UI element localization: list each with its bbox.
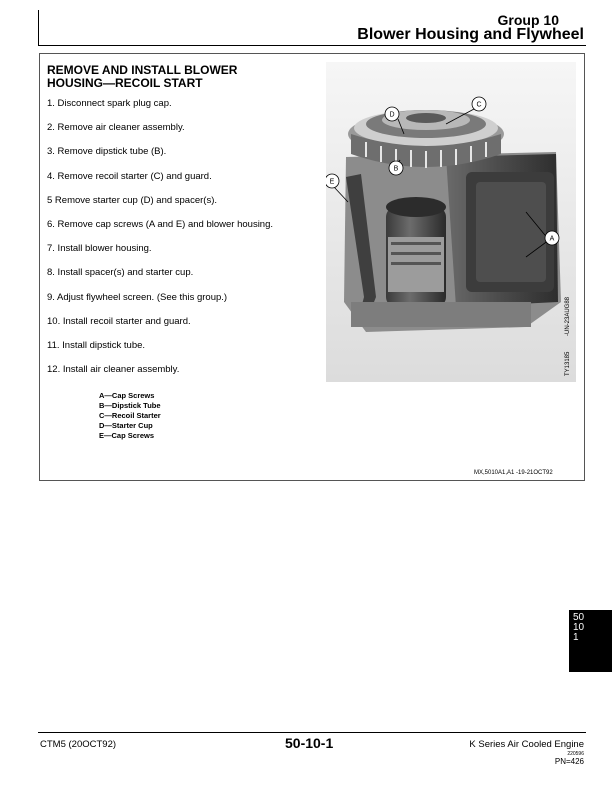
procedure-steps — [47, 98, 273, 388]
footer-manual-id: CTM5 (20OCT92) — [40, 739, 117, 750]
step-item: 9. Adjust flywheel screen. (See this group.) — [47, 291, 228, 303]
tab-line: 50 — [573, 612, 585, 623]
procedure-title-line: HOUSING—RECOIL START — [47, 76, 203, 90]
engine-photo — [326, 62, 576, 382]
tab-line: 10 — [573, 622, 585, 633]
procedure-title-line: REMOVE AND INSTALL BLOWER — [47, 63, 238, 77]
section-tab — [569, 610, 612, 672]
step-item: 2. Remove air cleaner assembly. — [47, 122, 185, 134]
procedure-title — [47, 64, 317, 90]
reference-code: MX,5010A1,A1 -19-21OCT92 — [474, 470, 553, 476]
page-number: 50-10-1 — [285, 735, 334, 751]
legend-item: A—Cap Screws — [99, 391, 155, 400]
footer-divider — [38, 732, 586, 733]
photo-code-upper: -UN-23AUG88 — [565, 296, 571, 336]
callout-label-b: B — [393, 165, 399, 173]
step-item: 5 Remove starter cup (D) and spacer(s). — [47, 194, 218, 206]
group-number: Group 10 — [497, 12, 559, 28]
callout-label-e: E — [329, 178, 335, 186]
step-item: 3. Remove dipstick tube (B). — [47, 146, 167, 158]
step-item: 6. Remove cap screws (A and E) and blower housing. — [47, 218, 274, 230]
header-rule — [38, 10, 39, 46]
legend-item: D—Starter Cup — [99, 421, 153, 430]
legend-item: C—Recoil Starter — [99, 411, 161, 420]
step-item: 11. Install dipstick tube. — [47, 339, 146, 351]
legend-item: E—Cap Screws — [99, 431, 155, 440]
step-item: 8. Install spacer(s) and starter cup. — [47, 267, 194, 279]
callout-legend — [99, 391, 161, 441]
callout-label-d: D — [389, 111, 395, 119]
section-title: Blower Housing and Flywheel — [357, 26, 584, 43]
footer-manual-title: K Series Air Cooled Engine — [469, 739, 584, 750]
step-item: 1. Disconnect spark plug cap. — [47, 98, 172, 109]
legend-item: B—Dipstick Tube — [99, 401, 161, 410]
step-item: 4. Remove recoil starter (C) and guard. — [47, 170, 212, 182]
callout-label-c: C — [476, 101, 482, 109]
footer-pn: PN=426 — [554, 757, 584, 766]
header-divider — [38, 45, 586, 46]
step-item: 10. Install recoil starter and guard. — [47, 315, 191, 327]
step-item: 7. Install blower housing. — [47, 243, 152, 255]
photo-code-lower: TY13185 — [565, 351, 571, 376]
callout-label-a: A — [549, 235, 555, 243]
footer-doc-code: 220596 — [567, 751, 584, 757]
tab-line: 1 — [573, 632, 579, 643]
step-item: 12. Install air cleaner assembly. — [47, 364, 180, 376]
